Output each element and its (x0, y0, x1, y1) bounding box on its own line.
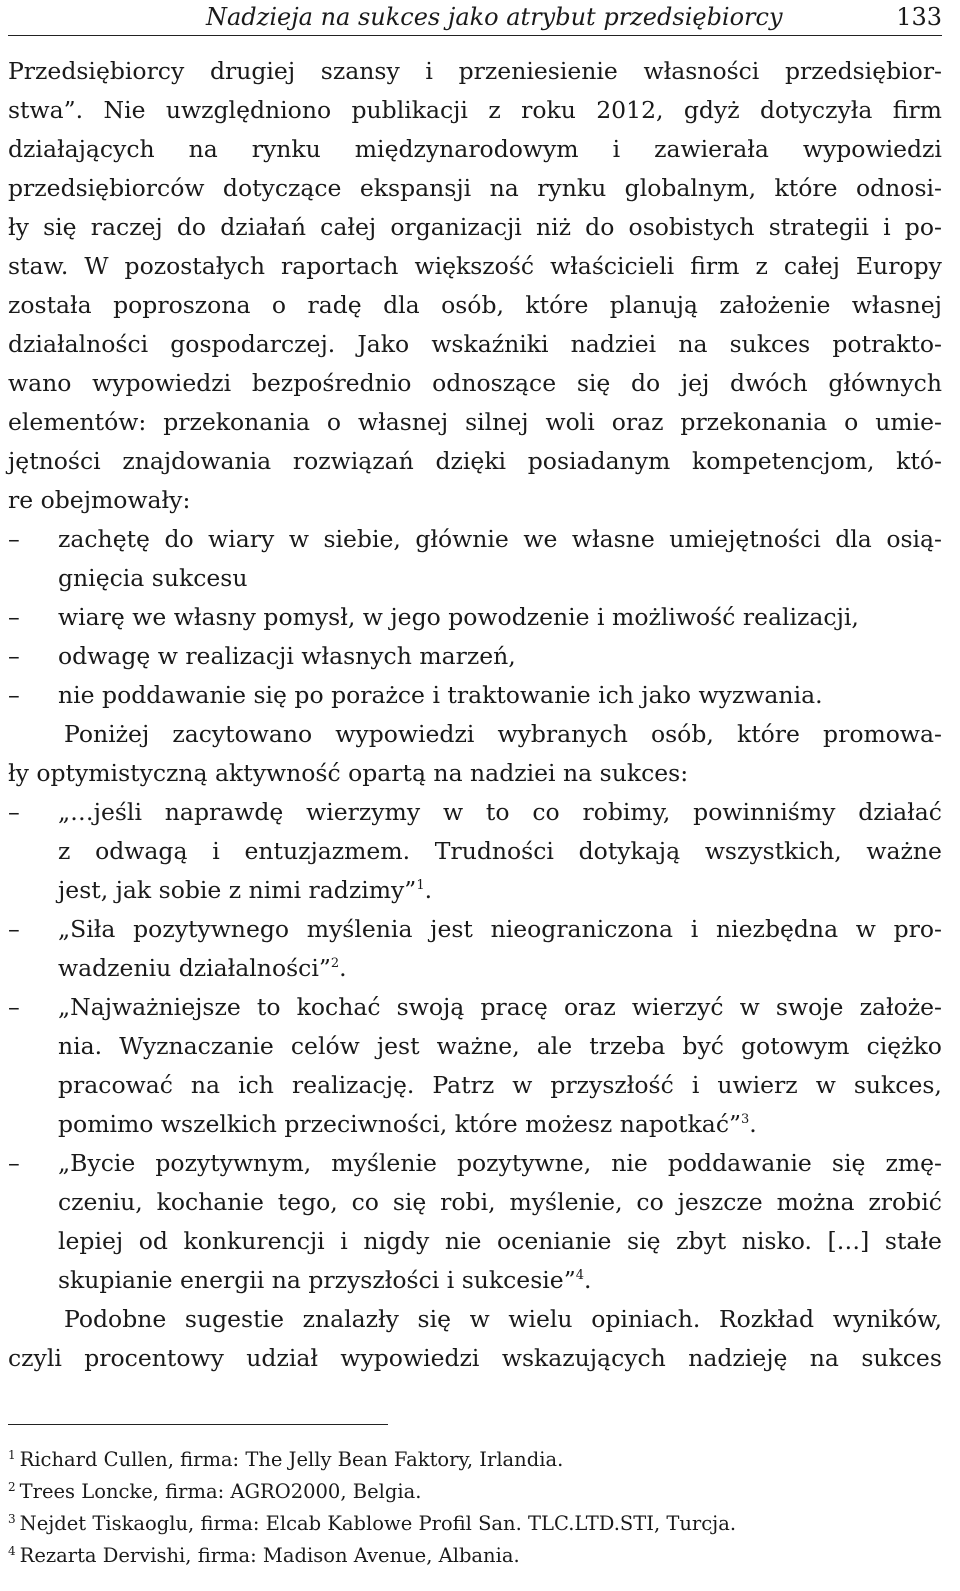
running-title: Nadzieja na sukces jako atrybut przedsiębiorcy (206, 3, 783, 31)
quote-text: pomimo wszelkich przeciwności, które możesz napotkać” (58, 1110, 741, 1138)
quote-item (8, 988, 942, 1144)
quote-line: „Bycie pozytywnym, myślenie pozytywne, nie poddawanie się zmę- (58, 1149, 942, 1177)
quote-line: wadzeniu działalności”2. (58, 949, 942, 988)
footnote-separator (8, 1424, 388, 1425)
footnote-number: 2 (8, 1480, 16, 1494)
paragraph-line: wano wypowiedzi bezpośrednio odnoszące się do jej dwóch głównych (8, 369, 942, 397)
list-dash: – (8, 1149, 20, 1177)
list-dash: – (8, 603, 20, 631)
footnote (8, 1444, 942, 1476)
footnotes (8, 1444, 942, 1572)
paragraph-line: ły optymistyczną aktywność opartą na nadziei na sukces: (8, 759, 689, 787)
footnote-number: 3 (8, 1512, 16, 1526)
page-number: 133 (896, 3, 942, 31)
quote-text: skupianie energii na przyszłości i sukcesie” (58, 1266, 576, 1294)
footnote (8, 1508, 942, 1540)
list-item (8, 637, 942, 676)
list-item (8, 520, 942, 598)
quote-line: pracować na ich realizację. Patrz w przyszłość i uwierz w sukces, (58, 1071, 942, 1099)
period: . (339, 954, 347, 982)
list-dash: – (8, 915, 20, 943)
period: . (584, 1266, 592, 1294)
quote-line: „Siła pozytywnego myślenia jest nieograniczona i niezbędna w pro- (58, 915, 942, 943)
paragraph-line: została poproszona o radę dla osób, które planują założenie własnej (8, 291, 942, 319)
list-item-line: odwagę w realizacji własnych marzeń, (58, 642, 516, 670)
quote-item (8, 910, 942, 988)
footnote (8, 1476, 942, 1508)
quote-item (8, 1144, 942, 1300)
paragraph-line: Przedsiębiorcy drugiej szansy i przeniesienie własności przedsiębior- (8, 57, 942, 85)
footnote-text: Rezarta Dervishi, firma: Madison Avenue, Albania. (19, 1544, 520, 1567)
quote-line: z odwagą i entuzjazmem. Trudności dotykają wszystkich, ważne (58, 837, 942, 865)
period: . (424, 876, 433, 904)
list-dash: – (8, 993, 20, 1021)
paragraph-line: Poniżej zacytowano wypowiedzi wybranych osób, które promowa- (64, 720, 942, 748)
footnote-text: Nejdet Tiskaoglu, firma: Elcab Kablowe Profil San. TLC.LTD.STI, Turcja. (19, 1512, 737, 1535)
quote-line: nia. Wyznaczanie celów jest ważne, ale trzeba być gotowym ciężko (58, 1032, 942, 1060)
paragraph-line: staw. W pozostałych raportach większość właścicieli firm z całej Europy (8, 252, 942, 280)
list-item (8, 598, 942, 637)
quote-line: lepiej od konkurencji i nigdy nie ocenianie się zbyt nisko. […] stałe (58, 1227, 942, 1255)
paragraph-line: przedsiębiorców dotyczące ekspansji na rynku globalnym, które odnosi- (8, 174, 942, 202)
paragraph-line: Podobne sugestie znalazły się w wielu opiniach. Rozkład wyników, (64, 1305, 942, 1333)
footnote-number: 4 (8, 1544, 16, 1558)
list-dash: – (8, 525, 20, 553)
footnote-text: Richard Cullen, firma: The Jelly Bean Faktory, Irlandia. (19, 1448, 564, 1471)
running-header (8, 0, 942, 36)
quote-line: pomimo wszelkich przeciwności, które możesz napotkać”3. (58, 1105, 942, 1144)
footnote (8, 1540, 942, 1572)
list-item (8, 676, 942, 715)
quote-line: jest, jak sobie z nimi radzimy”1. (58, 871, 942, 910)
quote-line: „Najważniejsze to kochać swoją pracę oraz wierzyć w swoje założe- (58, 993, 942, 1021)
paragraph-line: działających na rynku międzynarodowym i zawierała wypowiedzi (8, 135, 942, 163)
list-item-line: nie poddawanie się po porażce i traktowanie ich jako wyzwania. (58, 681, 823, 709)
footnote-number: 1 (8, 1448, 16, 1462)
list-dash: – (8, 642, 20, 670)
list-item-line: gnięcia sukcesu (58, 564, 248, 592)
list-item-line: zachętę do wiary w siebie, głównie we własne umiejętności dla osią- (58, 525, 942, 553)
paragraph-line: ły się raczej do działań całej organizacji niż do osobistych strategii i po- (8, 213, 942, 241)
quote-text: jest, jak sobie z nimi radzimy” (58, 876, 417, 904)
quote-item (8, 793, 942, 910)
paragraph-line: elementów: przekonania o własnej silnej woli oraz przekonania o umie- (8, 408, 942, 436)
footnote-text: Trees Loncke, firma: AGRO2000, Belgia. (19, 1480, 422, 1503)
paragraph-line: działalności gospodarczej. Jako wskaźniki nadziei na sukces potrakto- (8, 330, 942, 358)
quote-line: skupianie energii na przyszłości i sukcesie”4. (58, 1261, 942, 1300)
paragraph-line: re obejmowały: (8, 486, 191, 514)
paragraph-line: czyli procentowy udział wypowiedzi wskazujących nadzieję na sukces (8, 1344, 942, 1372)
paragraph-line: stwa”. Nie uwzględniono publikacji z roku 2012, gdyż dotyczyła firm (8, 96, 942, 124)
list-item-line: wiarę we własny pomysł, w jego powodzenie i możliwość realizacji, (58, 603, 859, 631)
paragraph-line: jętności znajdowania rozwiązań dzięki posiadanym kompetencjom, któ- (8, 447, 942, 475)
quote-text: wadzeniu działalności” (58, 954, 331, 982)
body-text (8, 52, 942, 1378)
list-dash: – (8, 798, 20, 826)
quote-line: czeniu, kochanie tego, co się robi, myślenie, co jeszcze można zrobić (58, 1188, 942, 1216)
quote-line: „…jeśli naprawdę wierzymy w to co robimy, powinniśmy działać (58, 798, 942, 826)
list-dash: – (8, 681, 20, 709)
period: . (749, 1110, 757, 1138)
